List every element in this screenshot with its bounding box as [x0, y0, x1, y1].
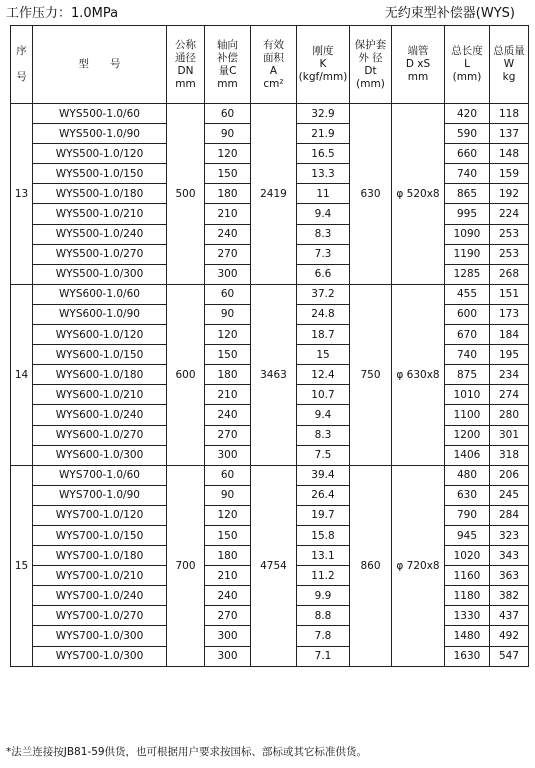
k-cell: 8.3 [297, 425, 350, 445]
k-cell: 39.4 [297, 465, 350, 485]
col-a: 有效 面积 A cm² [251, 26, 297, 104]
col-k: 刚度 K (kgf/mm) [297, 26, 350, 104]
model-cell: WYS500-1.0/240 [33, 224, 167, 244]
w-cell: 492 [490, 626, 529, 646]
k-cell: 11 [297, 184, 350, 204]
k-cell: 13.3 [297, 164, 350, 184]
c-cell: 150 [205, 345, 251, 365]
k-cell: 9.4 [297, 204, 350, 224]
model-cell: WYS500-1.0/90 [33, 124, 167, 144]
l-cell: 1200 [445, 425, 490, 445]
w-cell: 343 [490, 546, 529, 566]
c-cell: 240 [205, 405, 251, 425]
header-row [11, 26, 529, 104]
l-cell: 455 [445, 284, 490, 304]
w-cell: 159 [490, 164, 529, 184]
c-cell: 210 [205, 204, 251, 224]
model-cell: WYS700-1.0/300 [33, 626, 167, 646]
k-cell: 9.4 [297, 405, 350, 425]
c-cell: 210 [205, 566, 251, 586]
w-cell: 173 [490, 304, 529, 324]
dn-cell: 500 [167, 104, 205, 285]
k-cell: 8.3 [297, 224, 350, 244]
c-cell: 270 [205, 244, 251, 264]
c-cell: 270 [205, 606, 251, 626]
seq-cell: 13 [11, 104, 33, 285]
c-cell: 120 [205, 325, 251, 345]
working-pressure-label: 工作压力：1.0MPa [6, 6, 119, 21]
k-cell: 7.1 [297, 646, 350, 666]
model-cell: WYS700-1.0/300 [33, 646, 167, 666]
l-cell: 790 [445, 505, 490, 525]
model-cell: WYS600-1.0/180 [33, 365, 167, 385]
l-cell: 1285 [445, 264, 490, 284]
w-cell: 253 [490, 224, 529, 244]
c-cell: 150 [205, 525, 251, 545]
dt-cell: 750 [350, 284, 392, 465]
k-cell: 15.8 [297, 525, 350, 545]
w-cell: 118 [490, 104, 529, 124]
w-cell: 151 [490, 284, 529, 304]
k-cell: 16.5 [297, 144, 350, 164]
l-cell: 995 [445, 204, 490, 224]
col-seq: 序 号 [11, 26, 33, 104]
dxs-cell: φ 520x8 [392, 104, 445, 285]
c-cell: 150 [205, 164, 251, 184]
c-cell: 210 [205, 385, 251, 405]
table-row [11, 465, 529, 485]
model-cell: WYS600-1.0/120 [33, 325, 167, 345]
model-cell: WYS500-1.0/60 [33, 104, 167, 124]
col-dt: 保护套 外 径 Dt (mm) [350, 26, 392, 104]
k-cell: 10.7 [297, 385, 350, 405]
col-l: 总长度 L (mm) [445, 26, 490, 104]
l-cell: 865 [445, 184, 490, 204]
model-cell: WYS700-1.0/180 [33, 546, 167, 566]
model-cell: WYS600-1.0/90 [33, 304, 167, 324]
l-cell: 1090 [445, 224, 490, 244]
c-cell: 300 [205, 445, 251, 465]
c-cell: 90 [205, 485, 251, 505]
l-cell: 1480 [445, 626, 490, 646]
l-cell: 630 [445, 485, 490, 505]
area-cell: 4754 [251, 465, 297, 666]
table-row [11, 284, 529, 304]
area-cell: 2419 [251, 104, 297, 285]
k-cell: 9.9 [297, 586, 350, 606]
w-cell: 382 [490, 586, 529, 606]
l-cell: 1010 [445, 385, 490, 405]
model-cell: WYS700-1.0/150 [33, 525, 167, 545]
w-cell: 280 [490, 405, 529, 425]
model-cell: WYS500-1.0/270 [33, 244, 167, 264]
w-cell: 284 [490, 505, 529, 525]
w-cell: 234 [490, 365, 529, 385]
w-cell: 253 [490, 244, 529, 264]
l-cell: 1190 [445, 244, 490, 264]
l-cell: 945 [445, 525, 490, 545]
w-cell: 318 [490, 445, 529, 465]
footnote: *法兰连接按JB81-59供货，也可根据用户要求按国标、部标或其它标准供货。 [6, 746, 368, 758]
k-cell: 11.2 [297, 566, 350, 586]
w-cell: 323 [490, 525, 529, 545]
c-cell: 90 [205, 304, 251, 324]
k-cell: 21.9 [297, 124, 350, 144]
model-cell: WYS700-1.0/270 [33, 606, 167, 626]
dn-cell: 700 [167, 465, 205, 666]
col-model: 型 号 [33, 26, 167, 104]
l-cell: 875 [445, 365, 490, 385]
table-row [11, 104, 529, 124]
c-cell: 60 [205, 284, 251, 304]
l-cell: 1406 [445, 445, 490, 465]
l-cell: 740 [445, 164, 490, 184]
w-cell: 184 [490, 325, 529, 345]
l-cell: 480 [445, 465, 490, 485]
model-cell: WYS700-1.0/120 [33, 505, 167, 525]
l-cell: 600 [445, 304, 490, 324]
k-cell: 15 [297, 345, 350, 365]
l-cell: 1330 [445, 606, 490, 626]
l-cell: 1020 [445, 546, 490, 566]
l-cell: 1160 [445, 566, 490, 586]
col-w: 总质量 W kg [490, 26, 529, 104]
table-title: 无约束型补偿器(WYS) [384, 6, 515, 21]
w-cell: 245 [490, 485, 529, 505]
c-cell: 60 [205, 465, 251, 485]
dn-cell: 600 [167, 284, 205, 465]
w-cell: 274 [490, 385, 529, 405]
model-cell: WYS500-1.0/150 [33, 164, 167, 184]
k-cell: 7.3 [297, 244, 350, 264]
c-cell: 120 [205, 505, 251, 525]
w-cell: 224 [490, 204, 529, 224]
c-cell: 120 [205, 144, 251, 164]
dt-cell: 860 [350, 465, 392, 666]
c-cell: 240 [205, 224, 251, 244]
c-cell: 180 [205, 365, 251, 385]
model-cell: WYS500-1.0/180 [33, 184, 167, 204]
k-cell: 24.8 [297, 304, 350, 324]
l-cell: 1180 [445, 586, 490, 606]
w-cell: 206 [490, 465, 529, 485]
c-cell: 90 [205, 124, 251, 144]
col-dxs: 端管 D xS mm [392, 26, 445, 104]
model-cell: WYS600-1.0/150 [33, 345, 167, 365]
l-cell: 1630 [445, 646, 490, 666]
c-cell: 300 [205, 264, 251, 284]
k-cell: 12.4 [297, 365, 350, 385]
c-cell: 180 [205, 546, 251, 566]
k-cell: 13.1 [297, 546, 350, 566]
c-cell: 180 [205, 184, 251, 204]
k-cell: 19.7 [297, 505, 350, 525]
k-cell: 7.8 [297, 626, 350, 646]
dxs-cell: φ 630x8 [392, 284, 445, 465]
l-cell: 740 [445, 345, 490, 365]
model-cell: WYS700-1.0/240 [33, 586, 167, 606]
c-cell: 300 [205, 626, 251, 646]
w-cell: 137 [490, 124, 529, 144]
l-cell: 420 [445, 104, 490, 124]
k-cell: 7.5 [297, 445, 350, 465]
model-cell: WYS700-1.0/60 [33, 465, 167, 485]
l-cell: 590 [445, 124, 490, 144]
col-c: 轴向 补偿 量C mm [205, 26, 251, 104]
spec-table [10, 25, 529, 667]
c-cell: 300 [205, 646, 251, 666]
model-cell: WYS600-1.0/300 [33, 445, 167, 465]
model-cell: WYS700-1.0/210 [33, 566, 167, 586]
model-cell: WYS600-1.0/210 [33, 385, 167, 405]
l-cell: 670 [445, 325, 490, 345]
k-cell: 8.8 [297, 606, 350, 626]
w-cell: 547 [490, 646, 529, 666]
w-cell: 363 [490, 566, 529, 586]
k-cell: 37.2 [297, 284, 350, 304]
col-dn: 公称 通径 DN mm [167, 26, 205, 104]
k-cell: 26.4 [297, 485, 350, 505]
c-cell: 270 [205, 425, 251, 445]
area-cell: 3463 [251, 284, 297, 465]
seq-cell: 15 [11, 465, 33, 666]
w-cell: 268 [490, 264, 529, 284]
w-cell: 301 [490, 425, 529, 445]
w-cell: 148 [490, 144, 529, 164]
model-cell: WYS600-1.0/270 [33, 425, 167, 445]
k-cell: 6.6 [297, 264, 350, 284]
c-cell: 240 [205, 586, 251, 606]
model-cell: WYS600-1.0/240 [33, 405, 167, 425]
dxs-cell: φ 720x8 [392, 465, 445, 666]
model-cell: WYS700-1.0/90 [33, 485, 167, 505]
model-cell: WYS600-1.0/60 [33, 284, 167, 304]
dt-cell: 630 [350, 104, 392, 285]
c-cell: 60 [205, 104, 251, 124]
model-cell: WYS500-1.0/300 [33, 264, 167, 284]
model-cell: WYS500-1.0/120 [33, 144, 167, 164]
w-cell: 192 [490, 184, 529, 204]
w-cell: 195 [490, 345, 529, 365]
l-cell: 1100 [445, 405, 490, 425]
model-cell: WYS500-1.0/210 [33, 204, 167, 224]
w-cell: 437 [490, 606, 529, 626]
k-cell: 18.7 [297, 325, 350, 345]
l-cell: 660 [445, 144, 490, 164]
seq-cell: 14 [11, 284, 33, 465]
k-cell: 32.9 [297, 104, 350, 124]
